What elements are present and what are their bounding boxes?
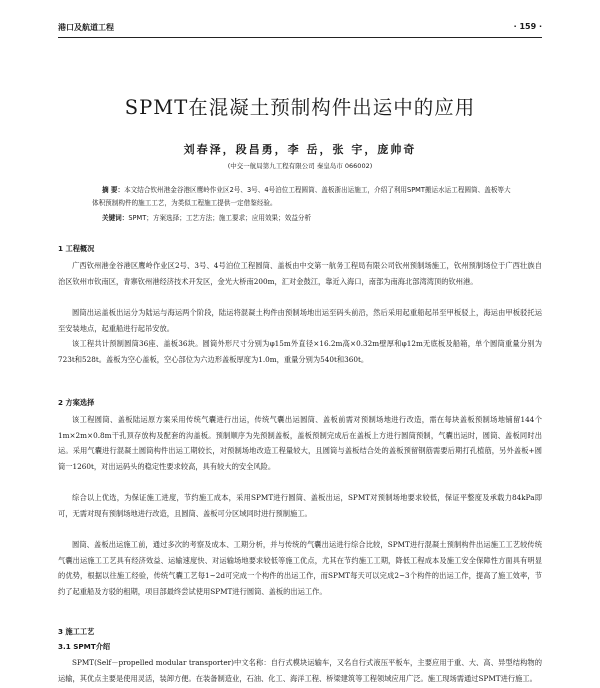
body-paragraph: 该工程圆筒、盖板陆运原方案采用传统气囊进行出运，传统气囊出运圆筒、盖板前需对预制场地进行改造，需在每块盖板预制场地铺留144个1m×2m×0.8m干孔顶存放构及配套的沟盖板。预制顺序为先预制盖板，盖板预制完成后在盖板上方进行圆筒预制，气囊出运时，圆筒、盖板同时出运。采用气囊进行混凝土圆筒构件出运工期较长，对预制场地改造工程量较大，且圆筒与盖板结合处的盖板预留钢筋需要后期打孔植筋，另外盖板+圆筒一1260t，对出运码头的稳定性要求较高，具有较大的安全风险。 <box>58 415 542 471</box>
body-paragraph: 该工程共计预制圆筒36座、盖板36块。圆筒外形尺寸分别为φ15m外直径×16.2m高×0.32m壁厚和φ12m无底板及船箱，单个圆筒重量分别为723t和528t。盖板为空心盖板，空心部位为六边形盖板厚度为1.0m，重量分别为540t和360t。 <box>58 339 542 364</box>
affiliation: (中交一航局第九工程有限公司 秦皇岛市 066002) <box>227 162 373 170</box>
keywords-text: SPMT；方案选择；工艺方法；施工要求；应用效果；效益分析 <box>128 214 312 222</box>
body-paragraph: 圆筒、盖板出运施工前，通过多次的考察及成本、工期分析，并与传统的气囊出运进行综合比较，SPMT进行混凝土预制构件出运施工工艺较传统气囊出运施工工艺具有经济效益、运输速度快、对运输场地要求较低等施工优点，尤其在节约施工工期，降低工程成本及施工安全保障性方面具有明显的优势，根据以往施工经验，传统气囊工艺每1~2d可完成一个构件的出运工作，而SPMT每天可以完成2~3个构件的出运工作，提高了施工效率，节约了起重船及方驳的租期，项目部最终尝试使用SPMT进行圆筒、盖板的出运工作。 <box>58 540 542 596</box>
paper-title: SPMT在混凝土预制构件出运中的应用 <box>124 96 476 119</box>
page-number: · 159 · <box>513 22 542 31</box>
section-heading: 2 方案选择 <box>58 398 95 407</box>
subsection-heading: 3.1 SPMT介绍 <box>58 642 111 651</box>
section-heading: 1 工程概况 <box>58 244 95 253</box>
body-paragraph: SPMT(Self－propelled modular transporter)中文名称：自行式模块运输车，又名自行式液压平板车，主要应用于重、大、高、异型结构物的运输，其优点主要是使用灵活，装卸方便。在装备制造业，石油、化工、海洋工程、桥梁建筑等工程领域应用广泛。施工现场需通过SPMT进行施工。 <box>58 658 542 683</box>
abstract <box>92 184 512 210</box>
body-paragraph: 综合以上优选，为保证施工进度，节约施工成本，采用SPMT进行圆筒、盖板出运，SPMT对预制场地要求较低，保证平整度及承载力84kPa即可，无需对现有预制场地进行改造，且圆筒、盖板可分区域同时进行预制施工。 <box>58 493 542 518</box>
keywords-label: 关键词： <box>102 214 129 222</box>
running-header <box>58 20 542 34</box>
header-rule <box>58 37 542 38</box>
author-list: 刘春泽，段昌勇，李 岳，张 宇，庞帅奇 <box>183 143 417 156</box>
abstract-text: 本文结合钦州港金谷港区鹰岭作业区2号、3号、4号泊位工程圆筒、盖板浙出运施工，介绍了利用SPMT搬运水运工程圆筒、盖板等大体积预制构件的施工工艺，为类似工程施工提供一定借鉴经验。 <box>92 186 511 207</box>
section-heading: 3 施工工艺 <box>58 627 95 636</box>
body-paragraph: 圆筒出运盖板出运分为陆运与海运两个阶段，陆运将混凝土构件由预制场地出运至码头前沿，然后采用起重船起吊至甲板驳上，海运由甲板驳托运至安装地点，起重船进行起吊安放。 <box>58 308 542 333</box>
abstract-label: 摘 要： <box>102 186 125 194</box>
keywords <box>92 212 512 225</box>
journal-name: 港口及航道工程 <box>58 23 114 32</box>
body-paragraph: 广西钦州港金谷港区鹰岭作业区2号、3号、4号泊位工程圆筒、盖板由中交第一航务工程局有限公司钦州预制场施工，钦州预制场位于广西壮族自治区钦州市钦南区，青寨钦州港经济技术开发区，金光大桥南200m，汇对金鼓江，靠近入海口，南部为南海北部湾湾顶的钦州港。 <box>58 261 542 286</box>
